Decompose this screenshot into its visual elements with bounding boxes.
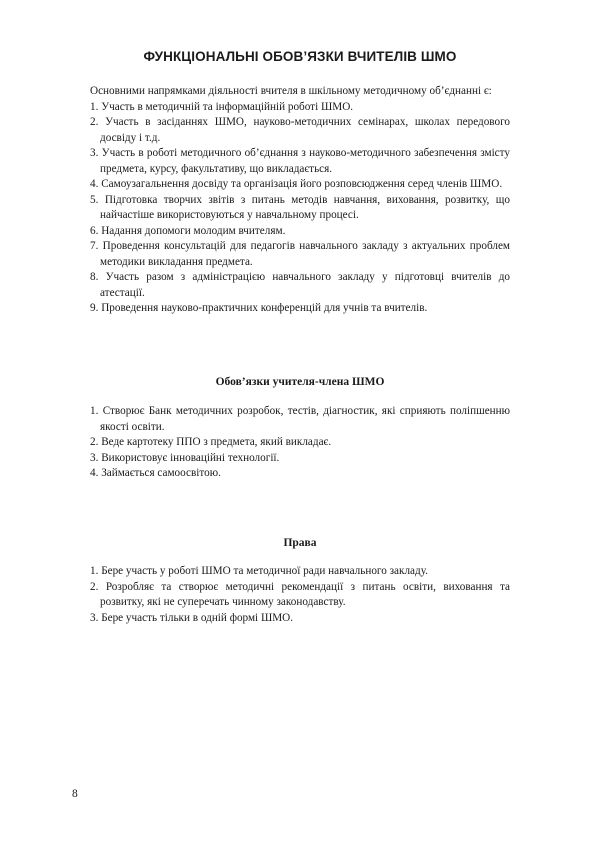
right-item: 2. Розробляє та створює методичні рекомендації з питань освіти, виховання та розвитку, які не суперечать чинному законодавству. [90,580,510,608]
directions-section [90,84,510,317]
intro-text: Основними напрямками діяльності вчителя в шкільному методичному об’єднанні є: [90,85,492,97]
direction-item: 7. Проведення консультацій для педагогів навчального закладу з актуальних проблем методики викладання предмета. [90,240,510,268]
direction-item: 4. Самоузагальнення досвіду та організація його розповсюдження серед членів ШМО. [90,178,503,190]
right-item: 1. Бере участь у роботі ШМО та методичної ради навчального закладу. [90,565,428,577]
rights-section [90,564,510,626]
duty-item: 4. Займається самоосвітою. [90,467,221,479]
page-number: 8 [72,788,78,800]
duty-item: 3. Використовує інноваційні технології. [90,451,280,464]
duty-item: 2. Веде картотеку ППО з предмета, який викладає. [90,436,332,448]
rights-heading: Права [283,537,317,549]
duties-section [90,404,510,482]
page-title: ФУНКЦІОНАЛЬНІ ОБОВ’ЯЗКИ ВЧИТЕЛІВ ШМО [143,49,457,64]
direction-item: 1. Участь в методичній та інформаційній роботі ШМО. [90,100,354,113]
direction-item: 6. Надання допомоги молодим вчителям. [90,224,286,237]
direction-item: 2. Участь в засіданнях ШМО, науково-методичних семінарах, школах передового досвіду і т.д. [90,116,510,144]
direction-item: 8. Участь разом з адміністрацією навчального закладу у підготовці вчителів до атестації. [90,271,510,299]
duty-item: 1. Створює Банк методичних розробок, тестів, діагностик, які сприяють поліпшенню якості освіти. [90,405,510,433]
right-item: 3. Бере участь тільки в одній формі ШМО. [90,611,294,624]
duties-heading: Обов’язки учителя-члена ШМО [215,376,385,388]
direction-item: 9. Проведення науково-практичних конференцій для учнів та вчителів. [90,302,428,314]
direction-item: 5. Підготовка творчих звітів з питань методів навчання, виховання, розвитку, що найчастіше використовуються у навчальному процесі. [90,193,510,221]
direction-item: 3. Участь в роботі методичного об’єднання з науково-методичного забезпечення змісту предмета, курсу, факультативу, що викладається. [90,147,510,175]
